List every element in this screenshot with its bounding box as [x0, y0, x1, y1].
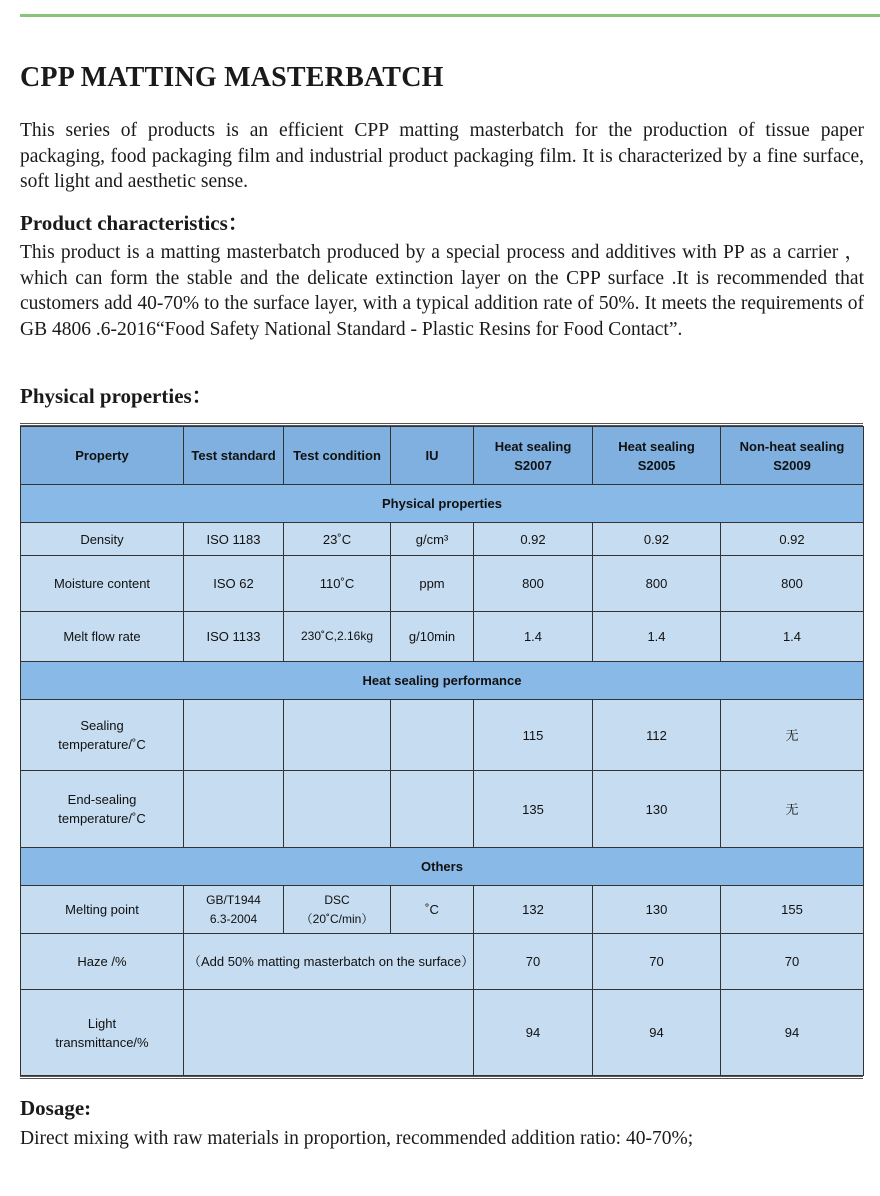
header-s2007-line1: Heat sealing — [494, 438, 572, 454]
cell-s2005: 130 — [593, 771, 721, 848]
table-header-row — [21, 427, 864, 485]
cell-condition: 23˚C — [284, 523, 391, 556]
cell-iu: g/10min — [391, 612, 474, 662]
properties-table — [20, 423, 863, 1079]
cell-property-line1: Light — [87, 1015, 117, 1031]
header-s2005 — [593, 427, 721, 485]
cell-property — [21, 771, 184, 848]
cell-property-line1: Sealing — [80, 718, 124, 733]
cell-property-line1: End-sealing — [67, 792, 137, 807]
cell-property-line2: temperature/˚C — [58, 811, 146, 826]
table-row — [21, 612, 864, 662]
section-row — [21, 485, 864, 523]
header-s2005-line2: S2005 — [637, 457, 676, 473]
cell-s2007: 800 — [474, 556, 593, 612]
cell-standard: ISO 1183 — [184, 523, 284, 556]
table-row — [21, 771, 864, 848]
page-title: CPP MATTING MASTERBATCH — [20, 62, 444, 93]
table-row — [21, 523, 864, 556]
cell-standard: ISO 1133 — [184, 612, 284, 662]
header-test-condition: Test condition — [284, 427, 391, 485]
header-property: Property — [21, 427, 184, 485]
header-s2009-line1: Non-heat sealing — [739, 438, 845, 454]
section-physical-properties: Physical properties — [21, 485, 864, 523]
header-s2007 — [474, 427, 593, 485]
cell-iu — [391, 700, 474, 771]
cell-iu: g/cm³ — [391, 523, 474, 556]
cell-standard — [184, 700, 284, 771]
section-heat-sealing: Heat sealing performance — [21, 662, 864, 700]
cell-s2007: 70 — [474, 934, 593, 990]
cell-haze-note: （Add 50% matting masterbatch on the surface） — [184, 934, 474, 990]
cell-s2005: 1.4 — [593, 612, 721, 662]
cell-s2005: 800 — [593, 556, 721, 612]
cell-s2005: 70 — [593, 934, 721, 990]
dosage-text: Direct mixing with raw materials in proportion, recommended addition ratio: 40-70%; — [20, 1128, 694, 1149]
header-s2007-line2: S2007 — [514, 457, 552, 473]
cell-s2005: 0.92 — [593, 523, 721, 556]
cell-property: Moisture content — [21, 556, 184, 612]
cell-condition: 230˚C,2.16kg — [284, 612, 391, 662]
cell-s2009: 无 — [721, 700, 864, 771]
cell-condition — [284, 700, 391, 771]
characteristics-paragraph: This product is a matting masterbatch produced by a special process and additives with PP as a carrier ，which can form the stable and the delicate extinction layer on the CPP surface .It is recommended that customers add 40-70% to the surface layer, with a typical addition rate of 50%. It meets the requirements of GB 4806 .6-2016“Food Safety National Standard - Plastic Resins for Food Contact”. — [20, 242, 864, 340]
header-s2005-line1: Heat sealing — [618, 438, 695, 454]
cell-s2007: 115 — [474, 700, 593, 771]
cell-s2009: 无 — [721, 771, 864, 848]
cell-s2005: 112 — [593, 700, 721, 771]
cell-standard: ISO 62 — [184, 556, 284, 612]
header-s2009 — [721, 427, 864, 485]
cell-s2007: 132 — [474, 886, 593, 934]
header-iu: IU — [391, 427, 474, 485]
cell-standard-line2: 6.3-2004 — [209, 911, 258, 926]
cell-condition — [284, 771, 391, 848]
table-row — [21, 934, 864, 990]
cell-iu: ˚C — [391, 886, 474, 934]
cell-property: Density — [21, 523, 184, 556]
cell-property-line2: temperature/˚C — [58, 737, 146, 752]
section-others: Others — [21, 848, 864, 886]
header-test-standard: Test standard — [184, 427, 284, 485]
cell-s2007: 0.92 — [474, 523, 593, 556]
cell-standard — [184, 886, 284, 934]
cell-s2009: 70 — [721, 934, 864, 990]
cell-condition-line1: DSC — [324, 892, 350, 907]
cell-property: Haze /% — [21, 934, 184, 990]
cell-standard-line1: GB/T1944 — [206, 892, 261, 907]
cell-s2009: 1.4 — [721, 612, 864, 662]
cell-s2009: 0.92 — [721, 523, 864, 556]
cell-s2009: 155 — [721, 886, 864, 934]
header-s2009-line2: S2009 — [773, 457, 811, 473]
cell-condition: 110˚C — [284, 556, 391, 612]
dosage-heading: Dosage: — [20, 1096, 92, 1120]
cell-s2005: 94 — [593, 990, 721, 1076]
section-row — [21, 662, 864, 700]
cell-s2007: 1.4 — [474, 612, 593, 662]
cell-iu — [391, 771, 474, 848]
top-divider — [20, 14, 880, 17]
cell-property-line2: transmittance/% — [55, 1034, 149, 1050]
characteristics-heading: Product characteristics： — [20, 211, 249, 235]
cell-s2007: 94 — [474, 990, 593, 1076]
intro-paragraph: This series of products is an efficient CPP matting masterbatch for the production of tissue paper packaging, food packaging film and industrial product packaging film. It is characterized by a fine surface, soft light and aesthetic sense. — [20, 120, 864, 192]
table-row — [21, 886, 864, 934]
cell-condition-line2: （20˚C/min） — [300, 911, 374, 926]
cell-iu: ppm — [391, 556, 474, 612]
cell-condition — [284, 886, 391, 934]
section-row — [21, 848, 864, 886]
cell-s2009: 94 — [721, 990, 864, 1076]
cell-property: Melting point — [21, 886, 184, 934]
cell-property — [21, 990, 184, 1076]
cell-standard — [184, 771, 284, 848]
cell-property — [21, 700, 184, 771]
cell-empty — [184, 990, 474, 1076]
cell-s2005: 130 — [593, 886, 721, 934]
table-row — [21, 700, 864, 771]
cell-property: Melt flow rate — [21, 612, 184, 662]
physical-properties-heading: Physical properties： — [20, 384, 213, 408]
cell-s2007: 135 — [474, 771, 593, 848]
table-row — [21, 556, 864, 612]
cell-s2009: 800 — [721, 556, 864, 612]
table-row — [21, 990, 864, 1076]
